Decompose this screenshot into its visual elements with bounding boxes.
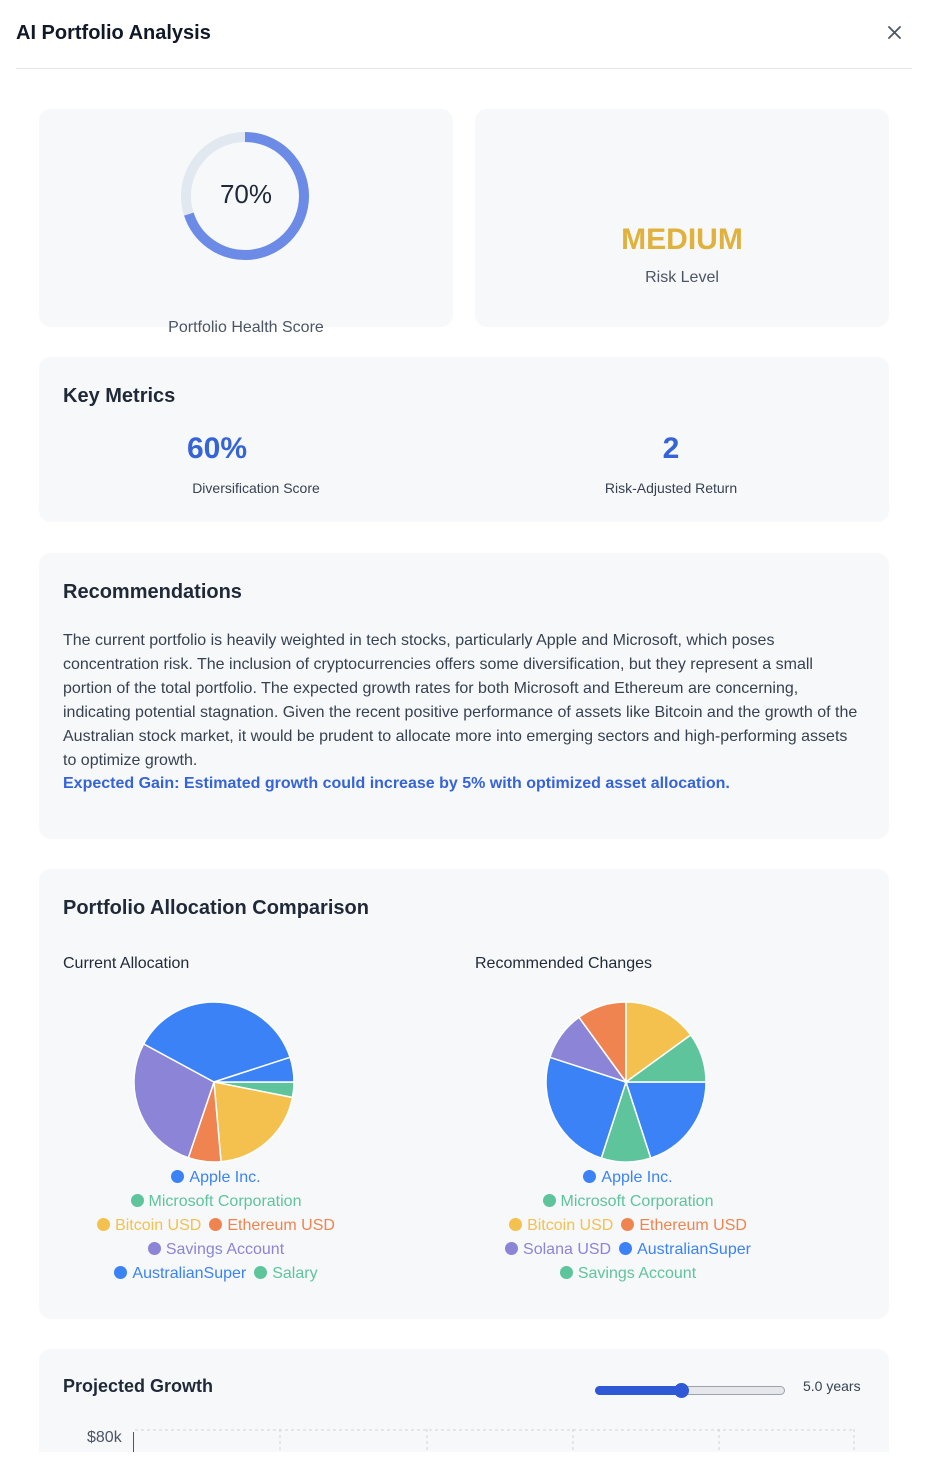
legend-item[interactable] <box>97 1217 201 1235</box>
legend-item[interactable] <box>509 1217 613 1235</box>
current-allocation-title: Current Allocation <box>63 955 190 972</box>
legend-item[interactable] <box>148 1241 284 1259</box>
legend-row <box>428 1169 828 1193</box>
legend-item[interactable] <box>209 1217 335 1235</box>
projected-growth-title: Projected Growth <box>63 1376 214 1396</box>
risk-level-card <box>475 109 889 327</box>
legend-item[interactable] <box>505 1241 611 1259</box>
legend-label: AustralianSuper <box>637 1241 751 1258</box>
legend-label: Solana USD <box>523 1241 612 1258</box>
legend-row <box>16 1169 416 1193</box>
legend-label: Apple Inc. <box>601 1169 673 1186</box>
modal-header <box>16 0 912 69</box>
legend-item[interactable] <box>171 1169 260 1187</box>
diversification-score-label: Diversification Score <box>192 480 320 496</box>
recommended-changes-legend <box>428 1169 828 1289</box>
legend-label: Ethereum USD <box>227 1217 335 1234</box>
legend-item[interactable] <box>621 1217 747 1235</box>
legend-item[interactable] <box>583 1169 672 1187</box>
legend-label: Ethereum USD <box>639 1217 747 1234</box>
legend-label: Microsoft Corporation <box>560 1193 714 1210</box>
legend-label: Salary <box>272 1265 318 1282</box>
slider-thumb[interactable] <box>674 1383 689 1398</box>
legend-label: AustralianSuper <box>132 1265 247 1282</box>
close-icon[interactable] <box>884 22 906 44</box>
legend-label: Bitcoin USD <box>115 1217 202 1234</box>
legend-label: Savings Account <box>577 1265 697 1282</box>
diversification-score-value: 60% <box>186 432 248 465</box>
recommendations-card <box>39 553 889 839</box>
legend-dot <box>171 1170 184 1183</box>
legend-dot <box>543 1194 556 1207</box>
modal-title: AI Portfolio Analysis <box>16 22 211 44</box>
years-slider[interactable] <box>595 1386 787 1396</box>
health-score-value: 70% <box>219 179 273 209</box>
current-allocation-legend <box>16 1169 416 1289</box>
chart-gridlines <box>135 1429 855 1452</box>
legend-dot <box>619 1242 632 1255</box>
legend-label: Bitcoin USD <box>527 1217 614 1234</box>
legend-dot <box>209 1218 222 1231</box>
health-score-label: Portfolio Health Score <box>168 319 324 336</box>
expected-gain-text: Expected Gain: Estimated growth could increase by 5% with optimized asset allocation. <box>63 775 730 792</box>
legend-row <box>428 1265 828 1289</box>
legend-dot <box>583 1170 596 1183</box>
legend-row <box>16 1193 416 1217</box>
legend-dot <box>621 1218 634 1231</box>
years-value: 5.0 years <box>803 1378 861 1394</box>
key-metrics-title: Key Metrics <box>63 385 176 407</box>
legend-dot <box>509 1218 522 1231</box>
allocation-comparison-card <box>39 869 889 1319</box>
allocation-title: Portfolio Allocation Comparison <box>63 897 369 919</box>
y-axis-tick-label: $80k <box>87 1429 122 1446</box>
legend-row <box>16 1265 416 1289</box>
recommendations-title: Recommendations <box>63 581 242 603</box>
health-score-card <box>39 109 453 336</box>
legend-dot <box>114 1266 127 1279</box>
legend-dot <box>505 1242 518 1255</box>
legend-item[interactable] <box>254 1265 317 1283</box>
legend-item[interactable] <box>619 1241 751 1259</box>
recommended-changes-title: Recommended Changes <box>475 955 652 972</box>
legend-row <box>428 1217 828 1241</box>
current-allocation-pie <box>133 1001 295 1163</box>
recommendations-text: The current portfolio is heavily weighted in tech stocks, particularly Apple and Microsoft, which poses concentration risk. The inclusion of cryptocurrencies offers some diversification, but they represent a small portion of the total portfolio. The expected growth rates for both Microsoft and Ethereum are concerning, indicating potential stagnation. Given the recent positive performance of assets like Bitcoin and the growth of the Australian stock market, it would be prudent to allocate more into emerging sectors and high-performing assets to optimize growth. <box>63 632 858 769</box>
legend-dot <box>131 1194 144 1207</box>
legend-item[interactable] <box>543 1193 714 1211</box>
legend-item[interactable] <box>560 1265 696 1283</box>
legend-item[interactable] <box>131 1193 302 1211</box>
legend-label: Apple Inc. <box>189 1169 261 1186</box>
risk-level-value: MEDIUM <box>621 223 743 256</box>
recommended-changes-pie <box>545 1001 707 1163</box>
legend-label: Microsoft Corporation <box>148 1193 302 1210</box>
legend-row <box>428 1193 828 1217</box>
legend-label: Savings Account <box>165 1241 285 1258</box>
legend-item[interactable] <box>114 1265 246 1283</box>
legend-dot <box>97 1218 110 1231</box>
slider-fill <box>595 1386 681 1395</box>
legend-row <box>16 1241 416 1265</box>
risk-adjusted-return-value: 2 <box>662 432 680 465</box>
projected-growth-card <box>39 1349 889 1452</box>
legend-row <box>428 1241 828 1265</box>
modal-body[interactable] <box>0 70 932 1452</box>
risk-adjusted-return-label: Risk-Adjusted Return <box>604 480 738 496</box>
legend-row <box>16 1217 416 1241</box>
legend-dot <box>148 1242 161 1255</box>
legend-dot <box>254 1266 267 1279</box>
risk-level-label: Risk Level <box>645 269 719 286</box>
legend-dot <box>560 1266 573 1279</box>
